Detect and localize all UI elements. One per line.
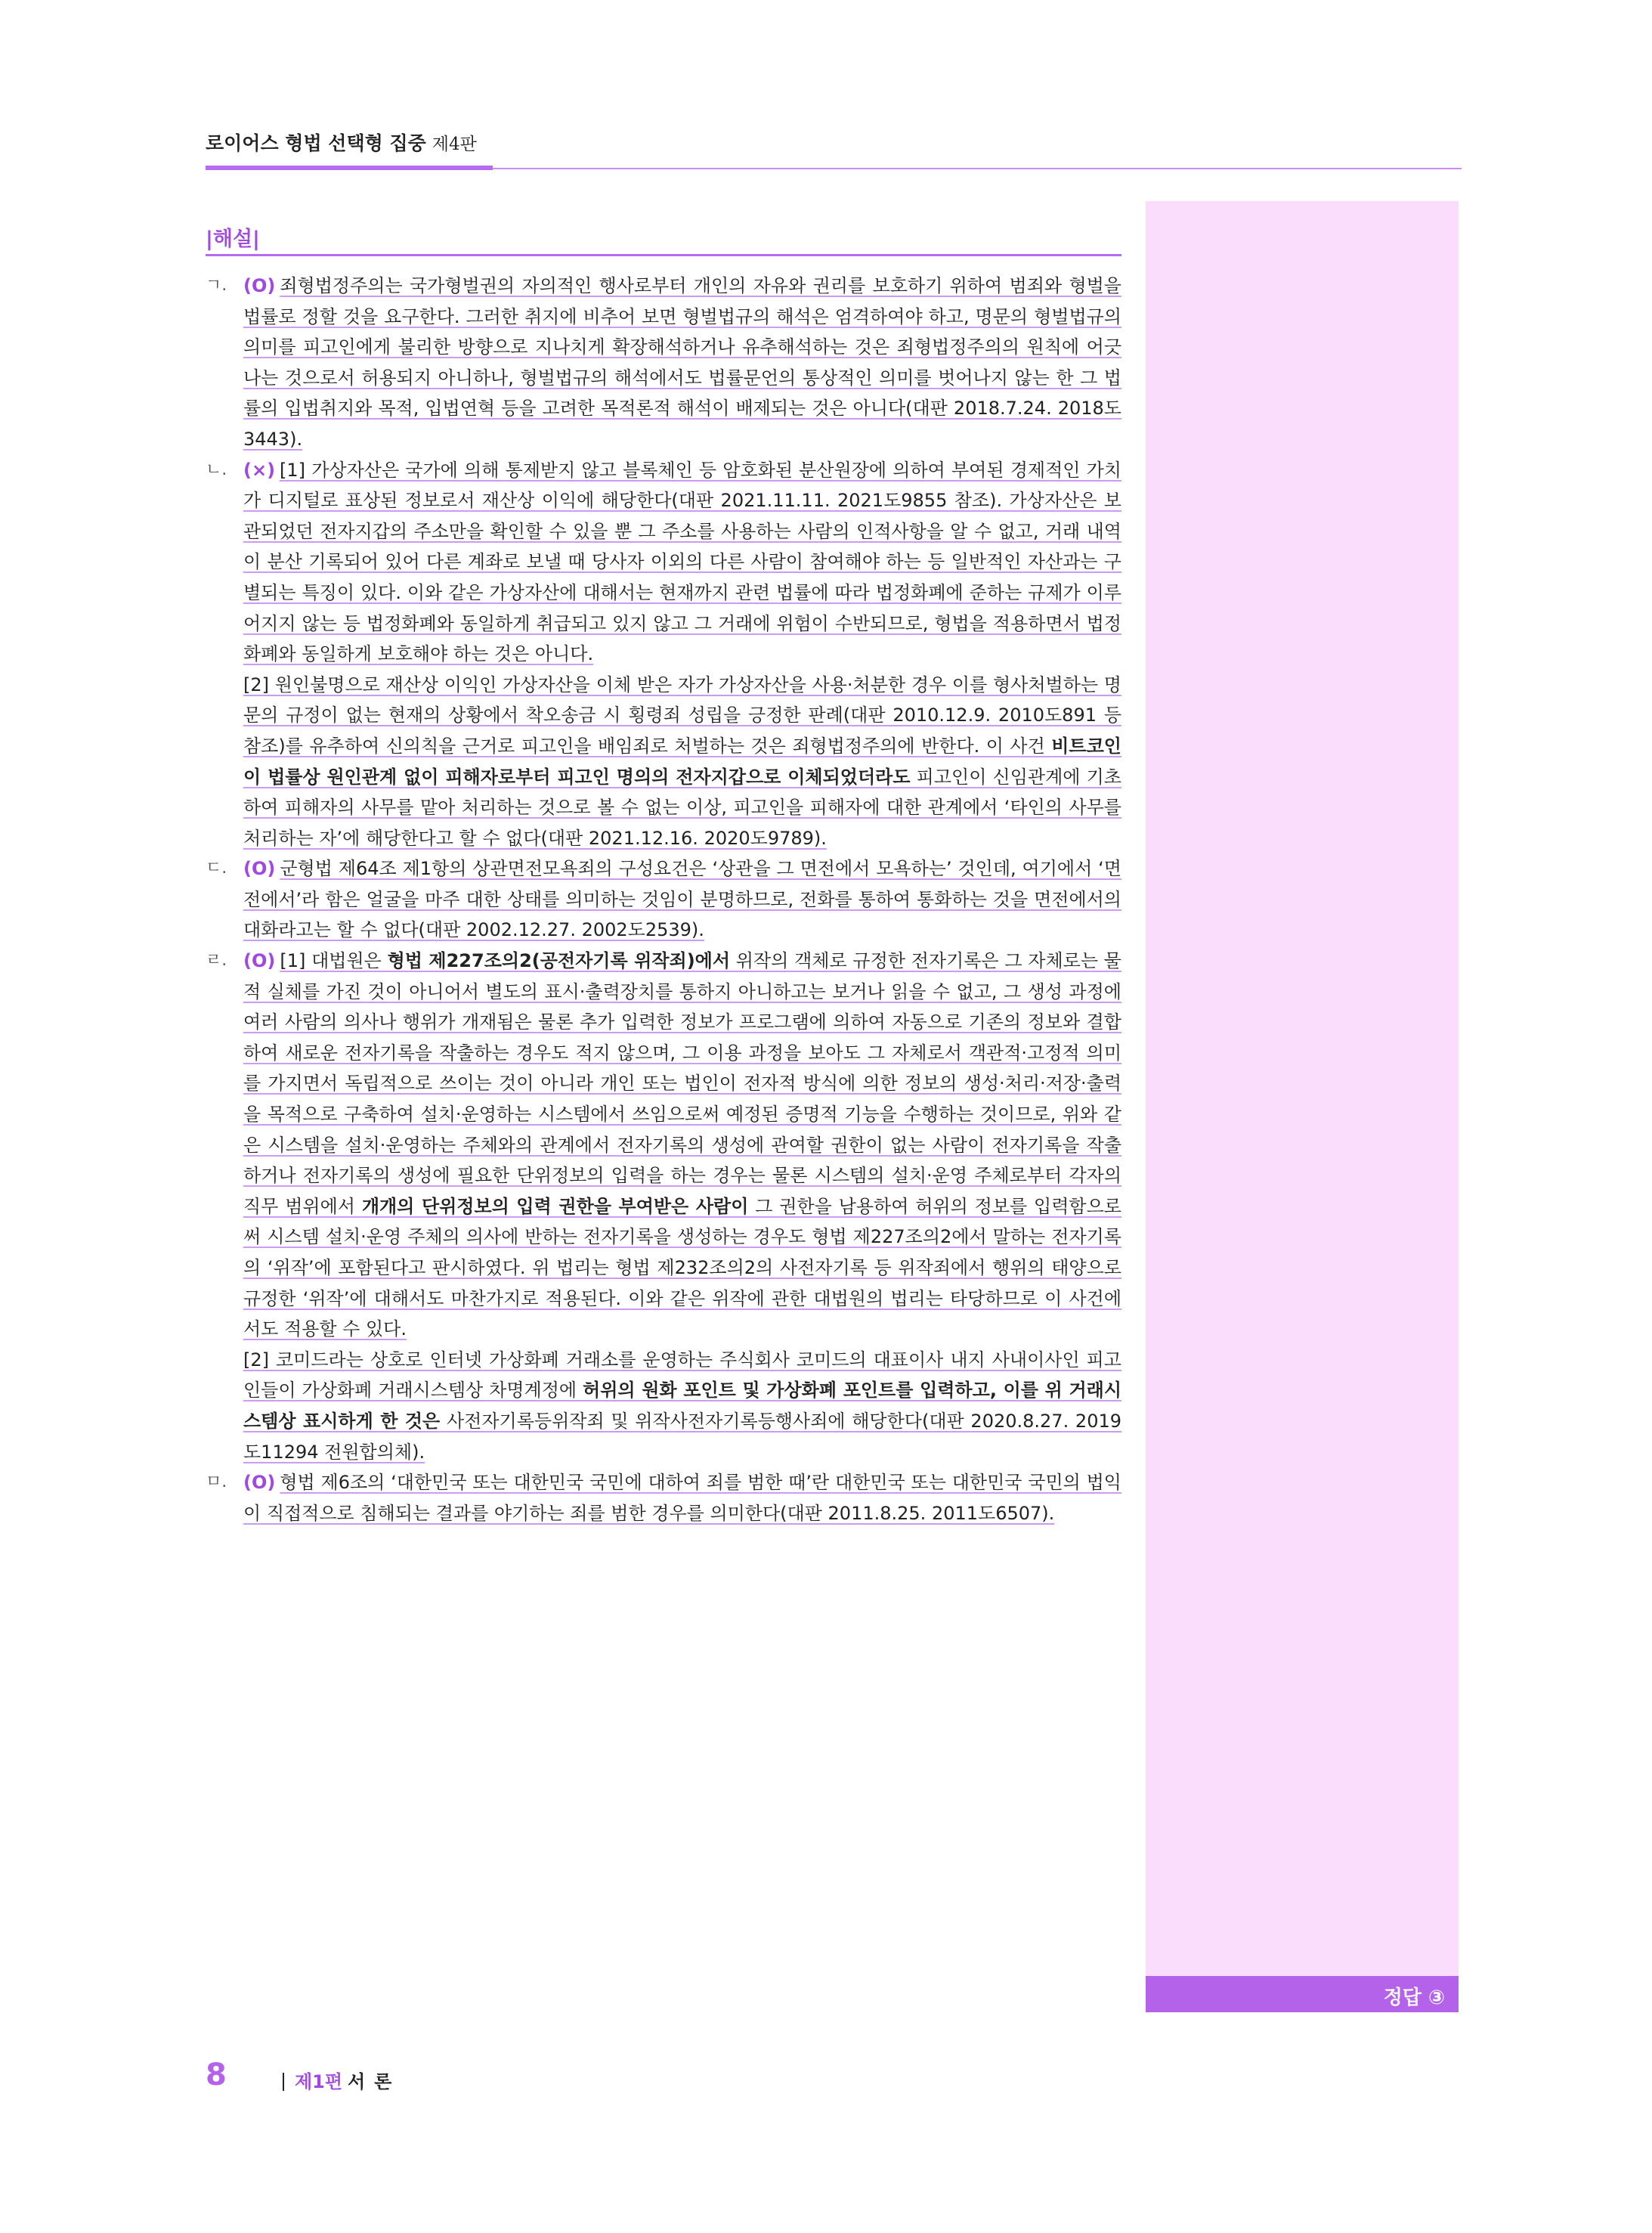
book-title	[206, 129, 477, 156]
item-text-bold: 비트코인이 법률상 원인관계 없이 피해자로부터 피고인 명의의 전자지갑으로 이체되었더라도	[243, 735, 1121, 788]
footer-divider	[283, 2073, 284, 2091]
correct-mark: (O)	[243, 950, 276, 972]
answer-box	[1146, 1976, 1459, 2012]
item-text-before: [2] 원인불명으로 재산상 이익인 가상자산을 이체 받은 자가 가상자산을 사용·처분한 경우 이를 형사처벌하는 명문의 규정이 없는 현재의 상황에서 착오송금 시 횡령죄 성립을 긍정한 판례(대판 2010.12.9. 2010도891 등 참조)를 유추하여 신의칙을 근거로 피고인을 배임죄로 처벌하는 것은 죄형법정주의에 반한다. 이 사건	[243, 674, 1121, 757]
item-text-before: [1] 대법원은	[280, 950, 388, 972]
item-text-before: [2] 코미드라는 상호로 인터넷 가상화폐 거래소를 운영하는 주식회사 코미드의 대표이사 내지 사내이사인 피고인들이 가상화폐 거래시스템상 차명계정에	[243, 1349, 1121, 1401]
item-text-after: 피고인이 신임관계에 기초하여 피해자의 사무를 맡아 처리하는 것으로 볼 수 없는 이상, 피고인을 피해자에 대한 관계에서 ‘타인의 사무를 처리하는 자’에 해당한다고 할 수 없다(대판 2021.12.16. 2020도9789).	[243, 766, 1121, 849]
footer-chapter-label: 서론	[348, 2071, 401, 2092]
explanation-item-3	[206, 853, 1121, 946]
item-text-bold: 개개의 단위정보의 입력 권한을 부여받은 사람이	[361, 1195, 749, 1217]
section-label: |해설|	[206, 228, 260, 251]
book-title-text: 로이어스 형법 선택형 집중	[206, 132, 426, 154]
item-text-mid: 위작의 객체로 규정한 전자기록은 그 자체로는 물적 실체를 가진 것이 아니어서 별도의 표시·출력장치를 통하지 아니하고는 보거나 읽을 수 없고, 그 생성 과정에 여러 사람의 의사나 행위가 개재됨은 물론 추가 입력한 정보가 프로그램에 의하여 자동으로 기존의 정보와 결합하여 새로운 전자기록을 작출하는 경우도 적지 않으며, 그 이용 과정을 보아도 그 자체로서 객관적·고정적 의미를 가지면서 독립적으로 쓰이는 것이 아니라 개인 또는 법인이 전자적 방식에 의한 정보의 생성·처리·저장·출력을 목적으로 구축하여 설치·운영하는 시스템에서 쓰임으로써 예정된 증명적 기능을 수행하는 것이므로, 위와 같은 시스템을 설치·운영하는 주체와의 관계에서 전자기록의 생성에 관여할 권한이 없는 사람이 전자기록을 작출하거나 전자기록의 생성에 필요한 단위정보의 입력을 하는 경우는 물론 시스템의 설치·운영 주체로부터 각자의 직무 범위에서	[243, 950, 1121, 1217]
item-text-after: 사전자기록등위작죄 및 위작사전자기록등행사죄에 해당한다(대판 2020.8.27. 2019도11294 전원합의체).	[243, 1410, 1122, 1463]
explanation-item-4-sub	[206, 1345, 1121, 1467]
item-text: 죄형법정주의는 국가형벌권의 자의적인 행사로부터 개인의 자유와 권리를 보호하기 위하여 범죄와 형벌을 법률로 정할 것을 요구한다. 그러한 취지에 비추어 보면 형벌법규의 해석은 엄격하여야 하고, 명문의 형벌법규의 의미를 피고인에게 불리한 방향으로 지나치게 확장해석하거나 유추해석하는 것은 죄형법정주의의 원칙에 어긋나는 것으로서 허용되지 아니하나, 형벌법규의 해석에서도 법률문언의 통상적인 의미를 벗어나지 않는 한 그 법률의 입법취지와 목적, 입법연혁 등을 고려한 목적론적 해석이 배제되는 것은 아니다(대판 2018.7.24. 2018도3443).	[243, 275, 1121, 450]
item-text-bold: 형법 제227조의2(공전자기록 위작죄)에서	[387, 950, 731, 972]
item-text: [1] 가상자산은 국가에 의해 통제받지 않고 블록체인 등 암호화된 분산원장에 의하여 부여된 경제적인 가치가 디지털로 표상된 정보로서 재산상 이익에 해당한다(대판 2021.11.11. 2021도9855 참조). 가상자산은 보관되었던 전자지갑의 주소만을 확인할 수 있을 뿐 그 주소를 사용하는 사람의 인적사항을 알 수 없고, 거래 내역이 분산 기록되어 있어 다른 계좌로 보낼 때 당사자 이외의 다른 사람이 참여해야 하는 등 일반적인 자산과는 구별되는 특징이 있다. 이와 같은 가상자산에 대해서는 현재까지 관련 법률에 따라 법정화폐에 준하는 규제가 이루어지지 않는 등 법정화폐와 동일하게 취급되고 있지 않고 그 거래에 위험이 수반되므로, 형법을 적용하면서 법정화폐와 동일하게 보호해야 하는 것은 아니다.	[243, 459, 1121, 665]
item-marker: ㄷ.	[206, 859, 227, 878]
correct-mark: (O)	[243, 858, 276, 880]
correct-mark: (O)	[243, 275, 276, 296]
item-text: 군형법 제64조 제1항의 상관면전모욕죄의 구성요건은 ‘상관을 그 면전에서 모욕하는’ 것인데, 여기에서 ‘면전에서’라 함은 얼굴을 마주 대한 상태를 의미하는 것임이 분명하므로, 전화를 통하여 통화하는 것을 면전에서의 대화라고는 할 수 없다(대판 2002.12.27. 2002도2539).	[243, 858, 1121, 941]
explanation-item-2	[206, 455, 1121, 670]
item-marker: ㄴ.	[206, 460, 227, 479]
page-number: 8	[206, 2058, 227, 2092]
side-margin-panel	[1146, 201, 1459, 2011]
item-marker: ㄹ.	[206, 951, 227, 971]
item-marker: ㄱ.	[206, 276, 227, 295]
item-text: 형법 제6조의 ‘대한민국 또는 대한민국 국민에 대하여 죄를 범한 때’란 대한민국 또는 대한민국 국민의 법익이 직접적으로 침해되는 결과를 야기하는 죄를 범한 경우를 의미한다(대판 2011.8.25. 2011도6507).	[243, 1472, 1121, 1524]
header-accent-line	[206, 166, 493, 170]
explanation-item-4	[206, 946, 1121, 1345]
explanation-body	[206, 271, 1121, 1528]
explanation-item-2-sub	[206, 670, 1121, 854]
correct-mark: (O)	[243, 1472, 276, 1494]
header-divider-line	[493, 168, 1462, 169]
incorrect-mark: (×)	[243, 459, 276, 481]
section-underline	[206, 254, 1121, 256]
item-text-after: 그 권한을 남용하여 허위의 정보를 입력함으로써 시스템 설치·운영 주체의 의사에 반하는 전자기록을 생성하는 경우도 형법 제227조의2에서 말하는 전자기록의 ‘위작’에 포함된다고 판시하였다. 위 법리는 형법 제232조의2의 사전자기록 등 위작죄에서 행위의 태양으로 규정한 ‘위작’에 대해서도 마찬가지로 적용된다. 이와 같은 위작에 관한 대법원의 법리는 타당하므로 이 사건에서도 적용할 수 있다.	[243, 1195, 1121, 1340]
item-marker: ㅁ.	[206, 1473, 227, 1492]
edition-label: 제4판	[432, 135, 477, 154]
item-text-bold: 허위의 원화 포인트 및 가상화폐 포인트를 입력하고, 이를 위 거래시스템상 표시하게 한 것은	[243, 1380, 1121, 1432]
answer-label: 정답 ③	[1383, 1987, 1445, 2009]
explanation-item-5	[206, 1467, 1121, 1528]
footer-part-label: 제1편	[295, 2071, 343, 2092]
explanation-item-1	[206, 271, 1121, 455]
